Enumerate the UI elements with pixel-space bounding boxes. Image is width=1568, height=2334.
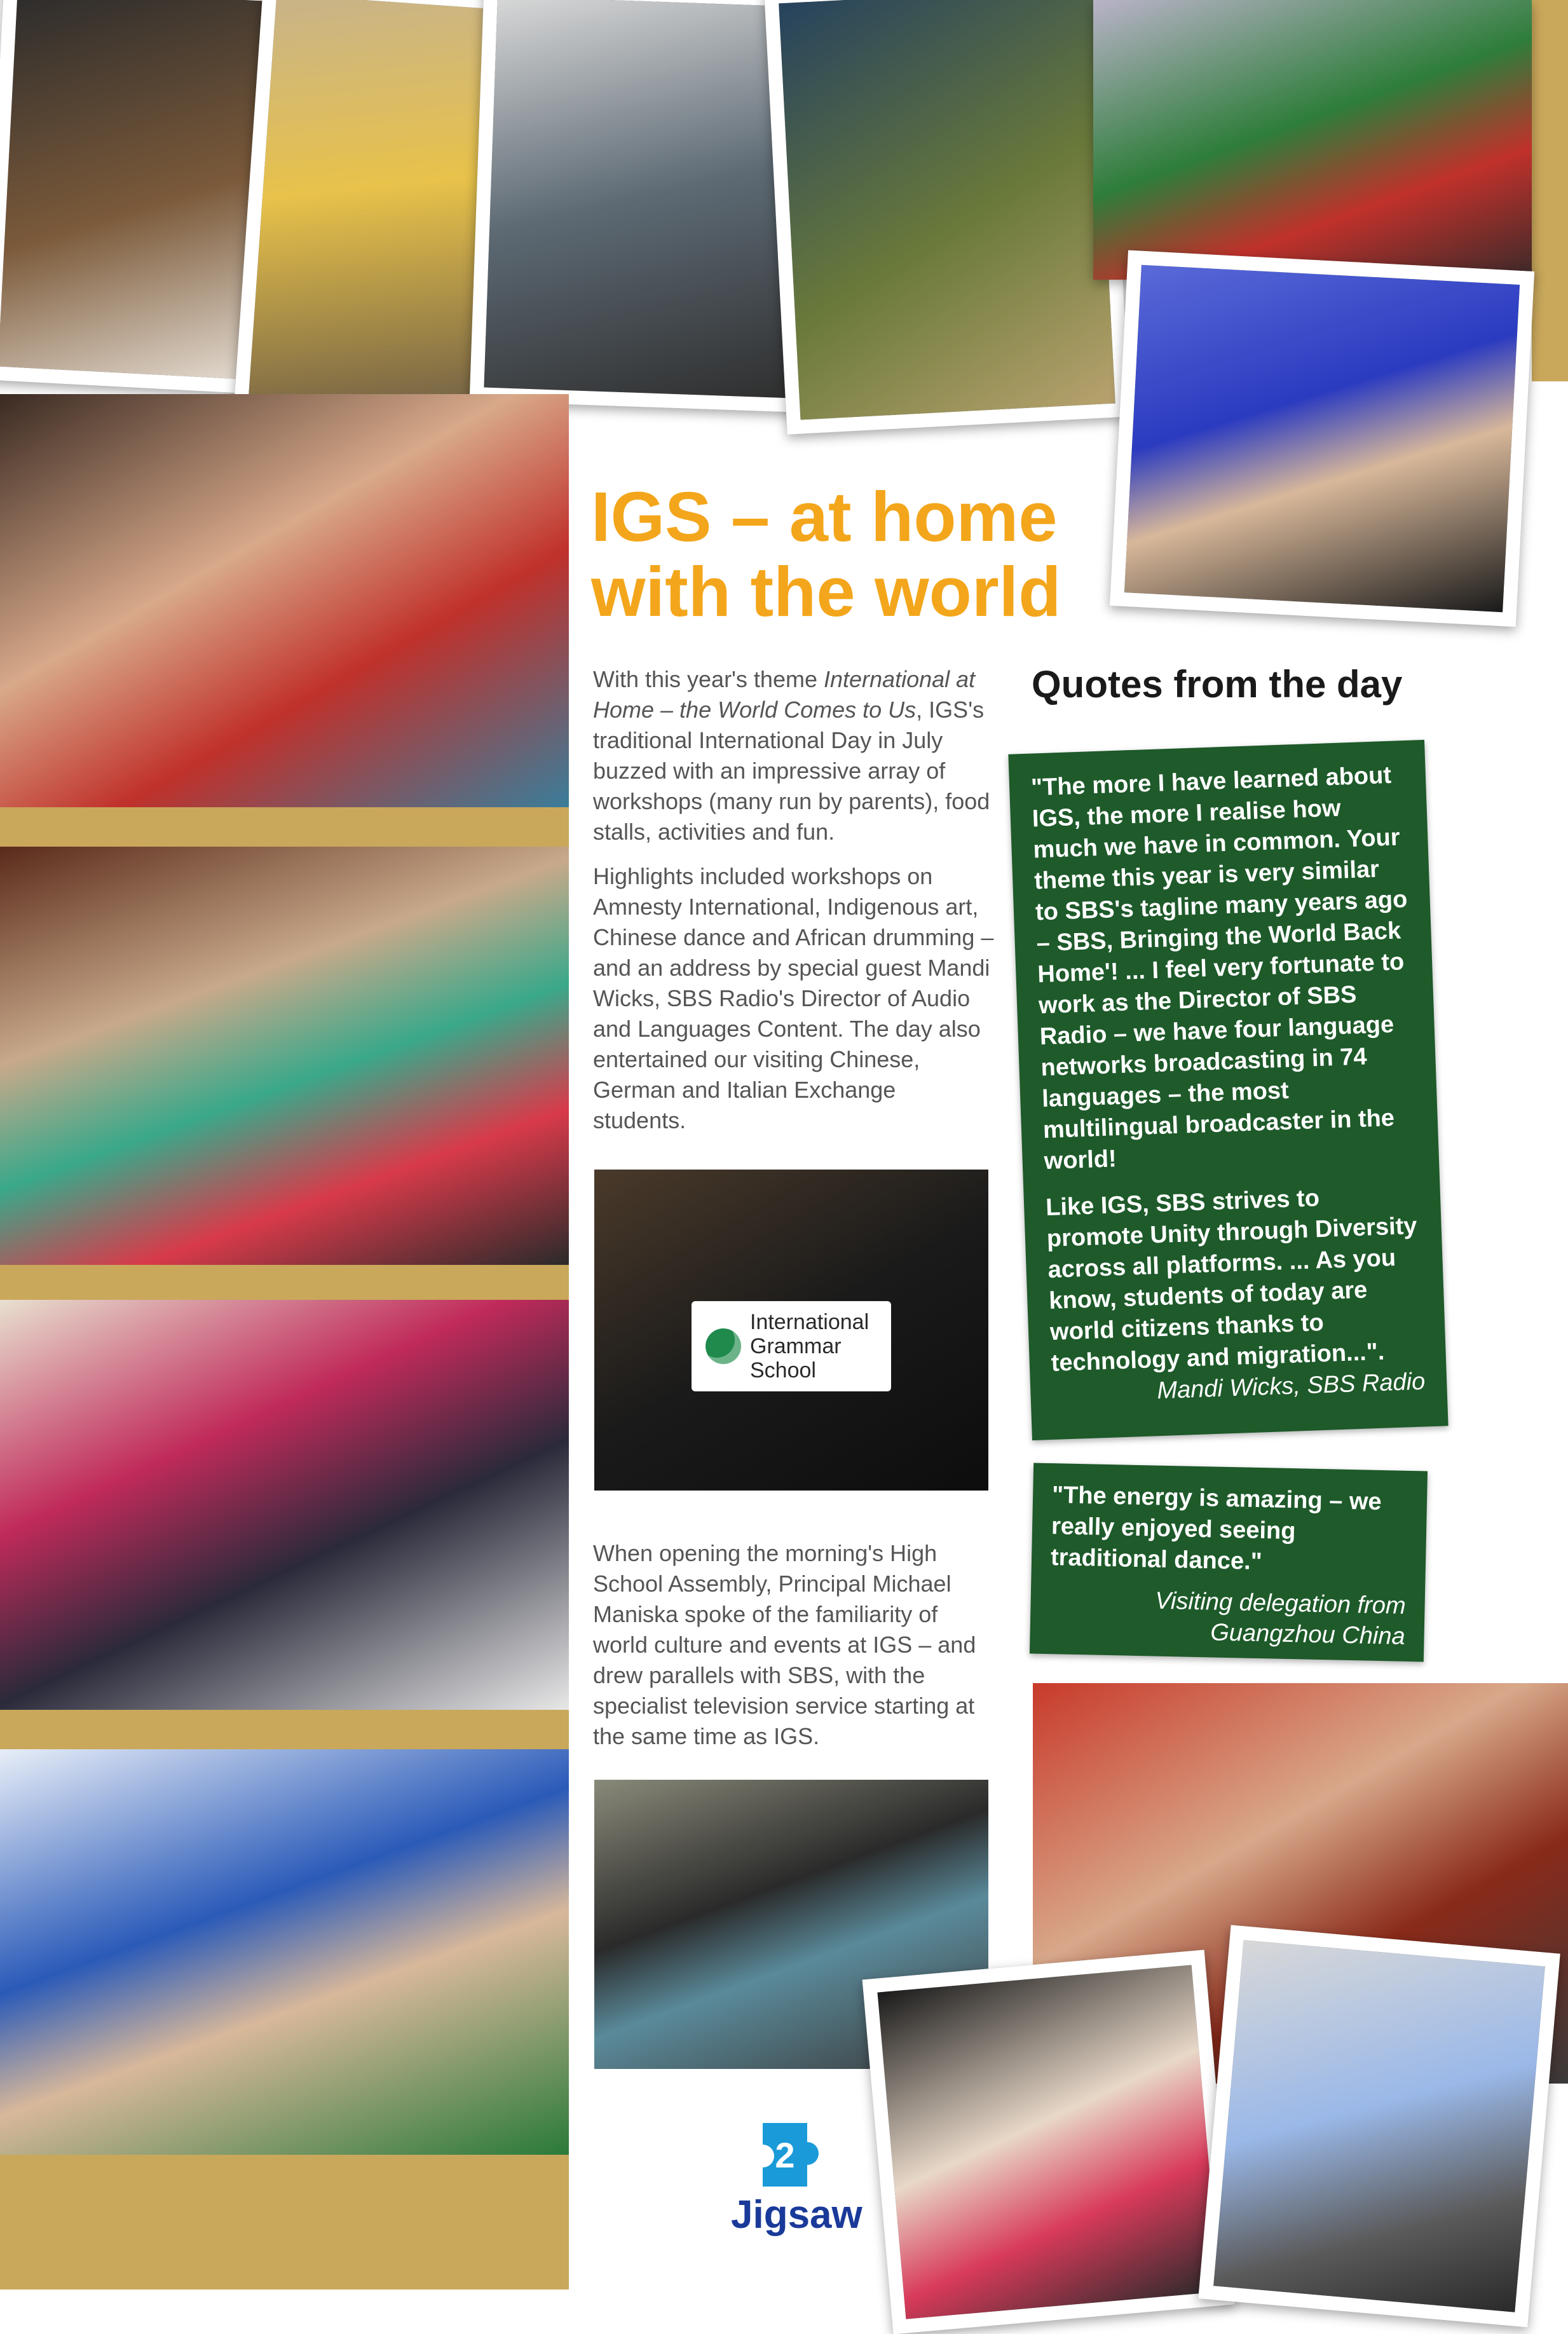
photo-greek-room (0, 1749, 569, 2155)
photo-market-stall (470, 0, 815, 413)
gold-band-top-right (1532, 0, 1568, 381)
quote-delegation-attribution: Visiting delegation from Guangzhou China (1154, 1587, 1407, 1650)
gold-band-2 (0, 1265, 569, 1300)
quote-box-sbs (1008, 740, 1448, 1440)
quote-box-delegation (1030, 1463, 1428, 1662)
article-title: IGS – at home with the world (591, 478, 1061, 631)
gold-band-bottom (0, 2155, 569, 2290)
photo-mask-child (862, 1950, 1236, 2334)
photo-speaker-lectern (594, 1170, 988, 1491)
photo-costumed-children (0, 847, 569, 1265)
photo-blue-wig (1110, 250, 1534, 627)
gold-band-1 (0, 807, 569, 847)
photo-stage-costumes (1093, 0, 1532, 280)
article-paragraph-1: With this year's theme International at Home – the World Comes to Us, IGS's traditional International Day in July buzzed with an impressive array of workshops (many run by parents), food stalls, activities and fun. (593, 666, 990, 845)
quote-sbs-paragraph-1: "The more I have learned about IGS, the more I realise how much we have in common. Your theme this year is very similar to SBS's tagline many years ago – SBS, Bringing the World Back Home'! ... I feel very fortunate to work as the Director of SBS Radio – we have four language networks broadcasting in 74 languages – the most multilingual broadcaster in the world! (1030, 761, 1408, 1175)
quotes-heading: Quotes from the day (1032, 663, 1403, 706)
svg-text:2: 2 (775, 2135, 795, 2175)
photo-kimono-child (1198, 1925, 1560, 2327)
gold-band-3 (0, 1710, 569, 1749)
quote-delegation-text: "The energy is amazing – we really enjoyed seeing traditional dance." (1050, 1482, 1382, 1576)
photo-guests (764, 0, 1130, 435)
photo-girls-group (0, 394, 569, 807)
globe-logo-icon (706, 1328, 741, 1364)
jigsaw-logo (725, 2117, 877, 2237)
article-paragraph-3: When opening the morning's High School Assembly, Principal Michael Maniska spoke of the familiarity of world culture and events at IGS – and drew parallels with SBS, with the specialist television service starting at the same time as IGS. (593, 1540, 976, 1749)
quote-sbs-paragraph-2: Like IGS, SBS strives to promote Unity through Diversity across all platforms. ... As you know, students of today are world citizens thanks to technology and migration...". (1045, 1185, 1418, 1377)
lectern-sign: International Grammar School (692, 1301, 891, 1391)
svg-text:Jigsaw: Jigsaw (731, 2193, 862, 2237)
photo-parents-group (0, 1300, 569, 1710)
article-paragraph-2: Highlights included workshops on Amnesty International, Indigenous art, Chinese dance and African drumming – and an address by special guest Mandi Wicks, SBS Radio's Director of Audio and Languages Content. The day also entertained our visiting Chinese, German and Italian Exchange students. (593, 863, 994, 1133)
quote-sbs-attribution: Mandi Wicks, SBS Radio (1156, 1368, 1426, 1405)
